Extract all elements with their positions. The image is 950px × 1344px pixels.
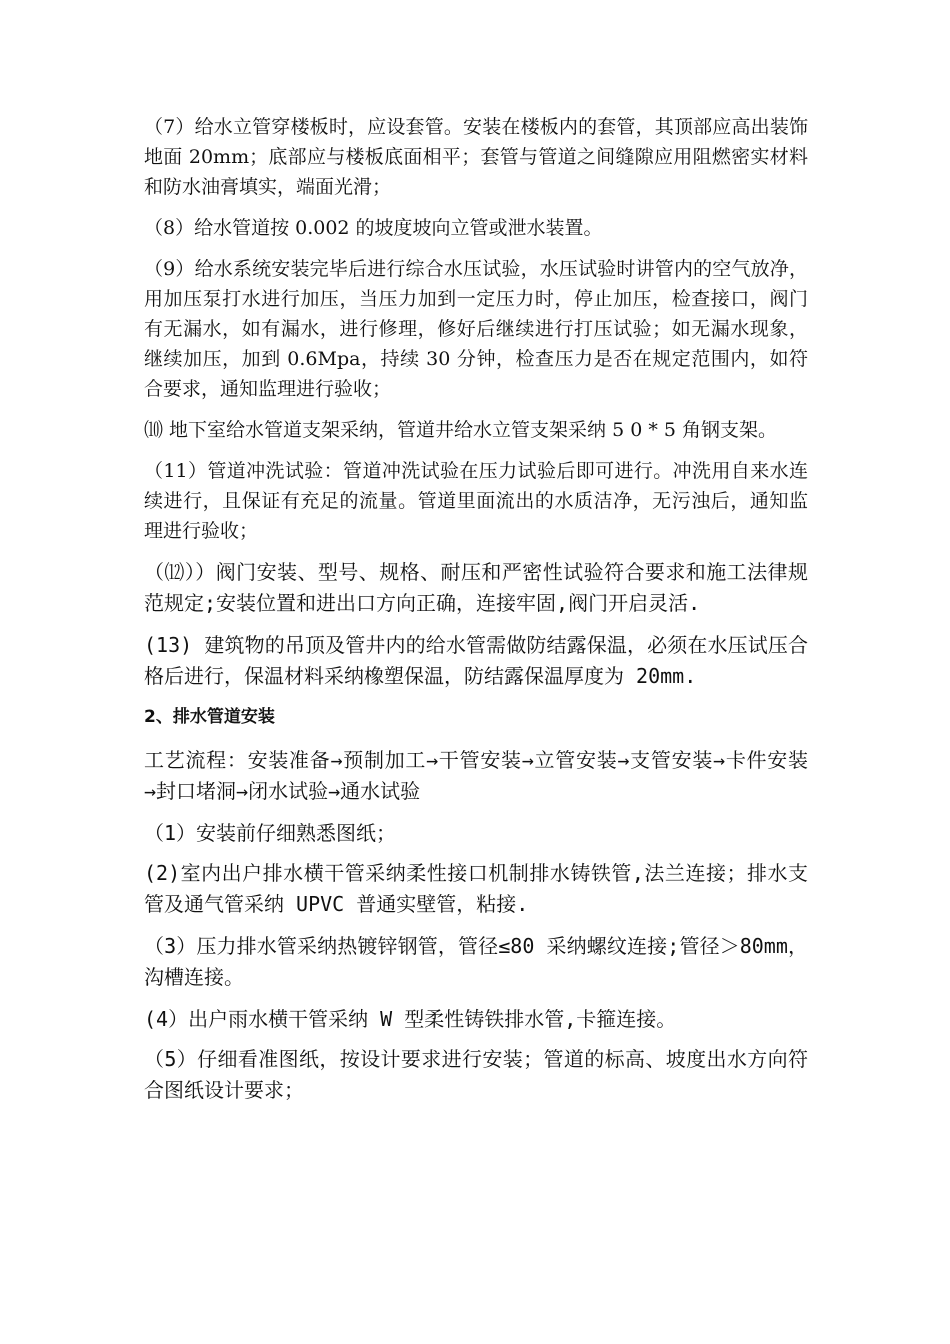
drainage-item-2: (2)室内出户排水横干管采纳柔性接口机制排水铸铁管,法兰连接；排水支管及通气管采纳 UPVC 普通实壁管，粘接. [144, 861, 808, 916]
paragraph-8: （8）给水管道按 0.002 的坡度坡向立管或泄水装置。 [144, 217, 603, 239]
drainage-item-5: （5）仔细看准图纸，按设计要求进行安装；管道的标高、坡度出水方向符合图纸设计要求； [144, 1047, 808, 1102]
paragraph-12: （⑿））阀门安装、型号、规格、耐压和严密性试验符合要求和施工法律规范规定;安装位置和进出口方向正确，连接牢固,阀门开启灵活. [144, 560, 808, 615]
document-page [144, 112, 808, 1117]
paragraph-10: ⑽ 地下室给水管道支架采纳，管道井给水立管支架采纳 5 0 * 5 角钢支架。 [144, 419, 778, 441]
section-heading-drainage: 2、排水管道安装 [144, 707, 275, 727]
process-flow: 工艺流程：安装准备→预制加工→干管安装→立管安装→支管安装→卡件安装 →封口堵洞→闭水试验→通水试验 [144, 748, 808, 803]
paragraph-9: （9）给水系统安装完毕后进行综合水压试验，水压试验时讲管内的空气放净，用加压泵打水进行加压，当压力加到一定压力时，停止加压，检查接口，阀门有无漏水，如有漏水，进行修理，修好后继续进行打压试验；如无漏水现象，继续加压，加到 0.6Mpa，持续 30 分钟，检查压力是否在规定范围内，如符合要求，通知监理进行验收； [144, 258, 808, 400]
paragraph-11: （11）管道冲洗试验：管道冲洗试验在压力试验后即可进行。冲洗用自来水连续进行，且保证有充足的流量。管道里面流出的水质洁净，无污浊后，通知监理进行验收； [144, 460, 808, 542]
paragraph-13: (13) 建筑物的吊顶及管井内的给水管需做防结露保温，必须在水压试压合格后进行，保温材料采纳橡塑保温，防结露保温厚度为 20mm. [144, 633, 808, 688]
drainage-item-3: （3）压力排水管采纳热镀锌钢管，管径≤80 采纳螺纹连接;管径＞80mm，沟槽连接。 [144, 934, 808, 989]
drainage-item-1: （1）安装前仔细熟悉图纸； [144, 821, 397, 845]
drainage-item-4: (4）出户雨水横干管采纳 W 型柔性铸铁排水管,卡箍连接。 [144, 1007, 677, 1031]
paragraph-7: （7）给水立管穿楼板时，应设套管。安装在楼板内的套管，其顶部应高出装饰地面 20mm；底部应与楼板底面相平；套管与管道之间缝隙应用阻燃密实材料和防水油膏填实，端面光滑； [144, 116, 808, 198]
